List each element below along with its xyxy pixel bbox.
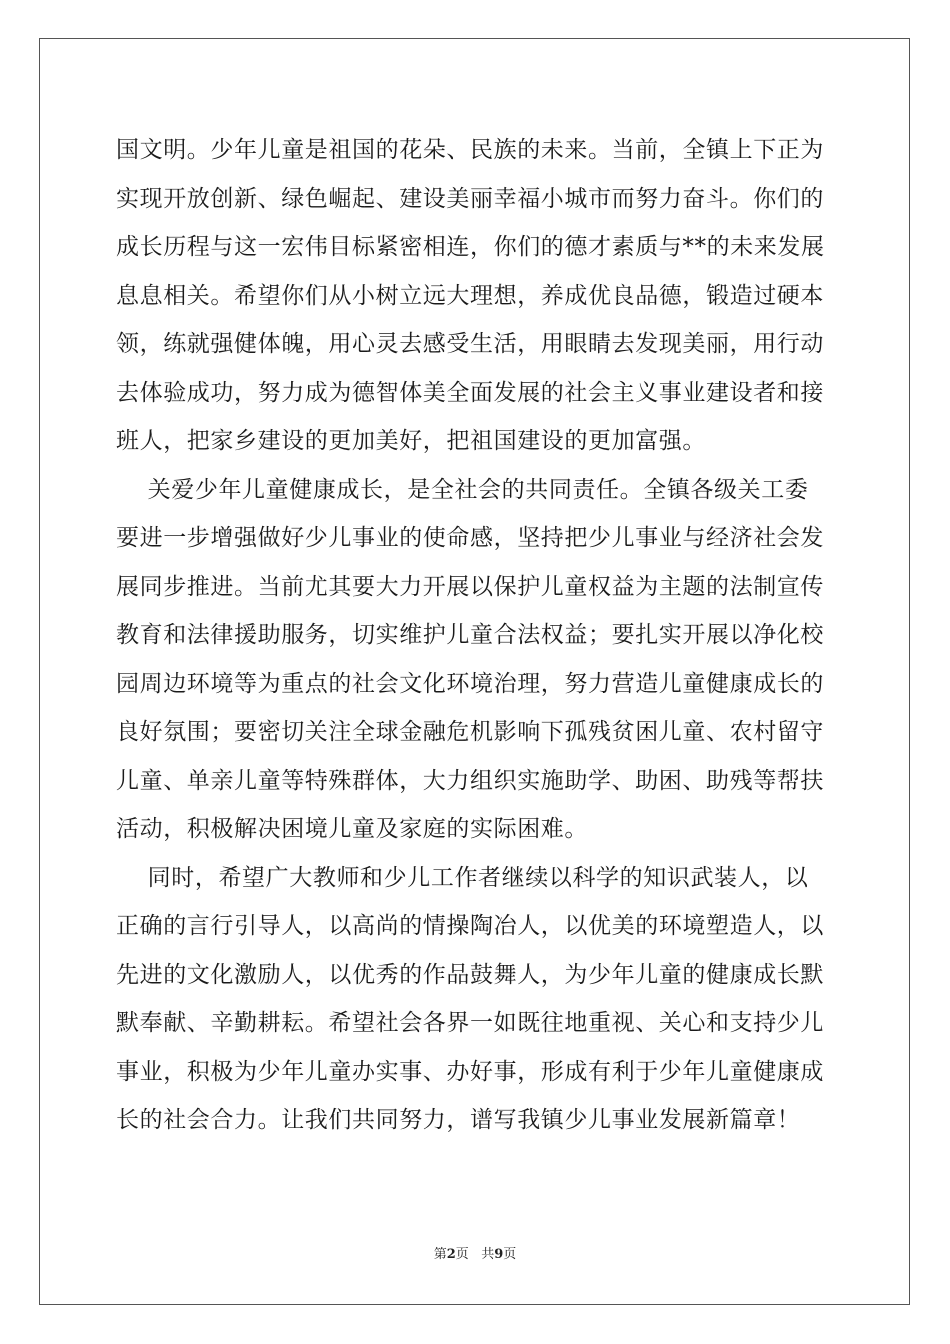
text-line: 默奉献、辛勤耕耘。希望社会各界一如既往地重视、关心和支持少儿 [116,1010,824,1036]
text-line: 儿童、单亲儿童等特殊群体，大力组织实施助学、助困、助残等帮扶 [116,767,824,794]
text-line: 事业，积极为少年儿童办实事、办好事，形成有利于少年儿童健康成 [116,1058,824,1085]
text-line: 成长历程与这一宏伟目标紧密相连，你们的德才素质与**的未来发展 [116,234,825,260]
text-line: 展同步推进。当前尤其要大力开展以保护儿童权益为主题的法制宣传 [116,573,824,600]
text-line: 良好氛围；要密切关注全球金融危机影响下孤残贫困儿童、农村留守 [116,719,824,745]
total-suffix: 页 [503,1247,517,1262]
text-line: 先进的文化激励人，以优秀的作品鼓舞人，为少年儿童的健康成长默 [116,961,824,988]
total-pages: 9 [494,1247,504,1262]
text-line: 园周边环境等为重点的社会文化环境治理，努力营造儿童健康成长的 [116,670,824,697]
document-body [116,126,836,1145]
paragraph-3 [116,854,836,1145]
text-line: 领，练就强健体魄，用心灵去感受生活，用眼睛去发现美丽，用行动 [116,331,824,357]
page-footer [0,1246,950,1264]
page-prefix: 第 [433,1247,447,1262]
text-line: 去体验成功，努力成为德智体美全面发展的社会主义事业建设者和接 [116,379,824,406]
text-line: 实现开放创新、绿色崛起、建设美丽幸福小城市而努力奋斗。你们的 [116,185,824,212]
page-number: 2 [446,1247,456,1262]
text-line: 同时，希望广大教师和少儿工作者继续以科学的知识武装人，以 [116,864,809,891]
text-line: 长的社会合力。让我们共同努力，谱写我镇少儿事业发展新篇章！ [116,1107,801,1133]
total-prefix: 共 [481,1247,495,1262]
paragraph-1 [116,126,836,466]
paragraph-2 [116,466,836,854]
text-line: 国文明。少年儿童是祖国的花朵、民族的未来。当前，全镇上下正为 [116,137,824,163]
text-line: 活动，积极解决困境儿童及家庭的实际困难。 [116,816,588,842]
text-line: 关爱少年儿童健康成长，是全社会的共同责任。全镇各级关工委 [116,476,809,503]
text-line: 正确的言行引导人，以高尚的情操陶冶人，以优美的环境塑造人，以 [116,913,824,939]
page-suffix: 页 [455,1247,469,1262]
text-line: 班人，把家乡建设的更加美好，把祖国建设的更加富强。 [116,428,706,454]
text-line: 息息相关。希望你们从小树立远大理想，养成优良品德，锻造过硬本 [116,282,824,309]
text-line: 教育和法律援助服务，切实维护儿童合法权益；要扎实开展以净化校 [116,622,824,648]
text-line: 要进一步增强做好少儿事业的使命感，坚持把少儿事业与经济社会发 [116,525,824,551]
